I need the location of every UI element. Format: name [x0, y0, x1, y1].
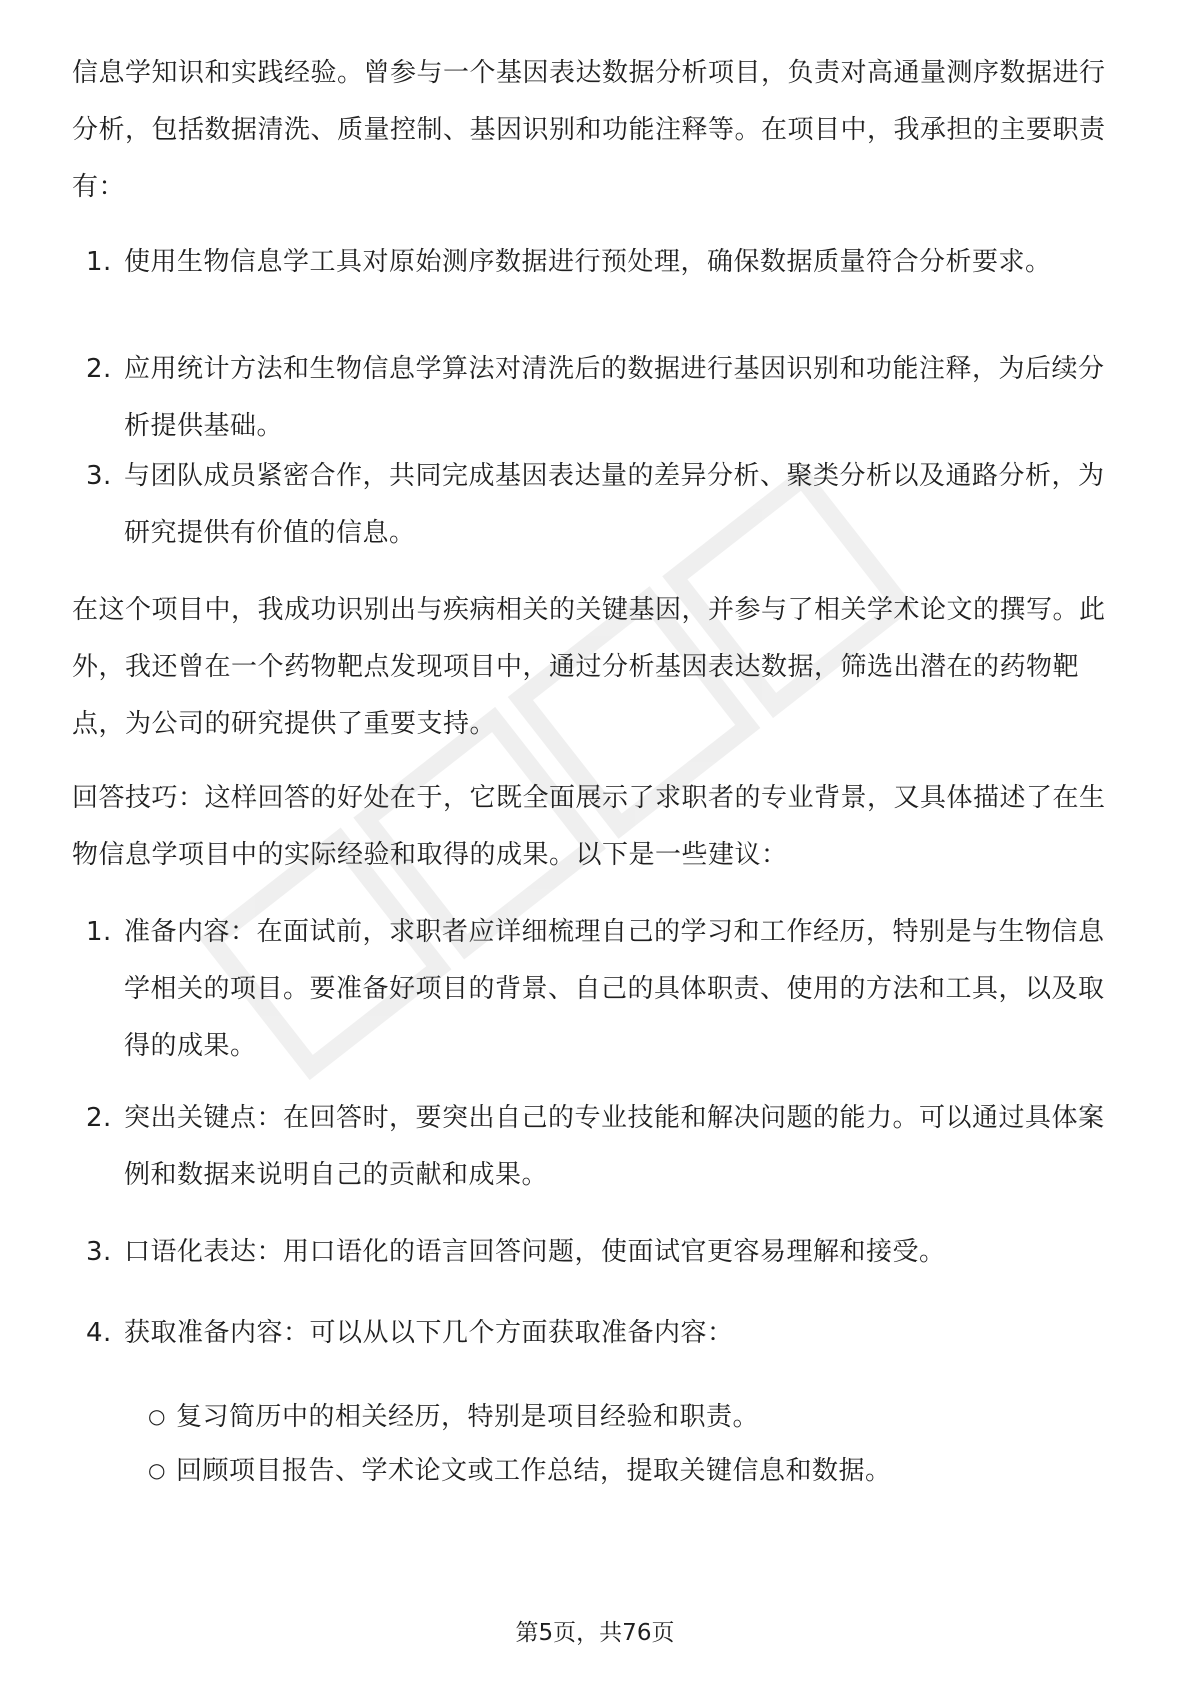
bullet-item — [148, 1388, 1108, 1446]
list-number: 3. — [86, 461, 112, 491]
list-number: 1. — [86, 247, 112, 277]
list-text: 准备内容：在面试前，求职者应详细梳理自己的学习和工作经历，特别是与生物信息学相关的项目。要准备好项目的背景、自己的具体职责、使用的方法和工具，以及取得的成果。 — [124, 917, 1105, 1061]
list-number: 2. — [86, 1103, 112, 1133]
list-item — [72, 904, 1122, 1075]
list-number: 1. — [86, 917, 112, 947]
bullet-icon: ○ — [148, 1458, 166, 1482]
bullet-text: 回顾项目报告、学术论文或工作总结，提取关键信息和数据。 — [176, 1456, 892, 1486]
bullet-icon: ○ — [148, 1404, 166, 1428]
list-item — [72, 234, 1122, 291]
list-text: 应用统计方法和生物信息学算法对清洗后的数据进行基因识别和功能注释，为后续分析提供基础。 — [124, 354, 1105, 441]
tips-paragraph: 回答技巧：这样回答的好处在于，它既全面展示了求职者的专业背景，又具体描述了在生物信息学项目中的实际经验和取得的成果。以下是一些建议： — [72, 783, 1106, 870]
bullet-text: 复习简历中的相关经历，特别是项目经验和职责。 — [176, 1402, 760, 1432]
list-item — [72, 448, 1122, 562]
list-item — [72, 1305, 1122, 1362]
list-item — [72, 1090, 1122, 1204]
list-text: 口语化表达：用口语化的语言回答问题，使面试官更容易理解和接受。 — [124, 1237, 946, 1267]
list-text: 突出关键点：在回答时，要突出自己的专业技能和解决问题的能力。可以通过具体案例和数据来说明自己的贡献和成果。 — [124, 1103, 1105, 1190]
list-text: 使用生物信息学工具对原始测序数据进行预处理，确保数据质量符合分析要求。 — [124, 247, 1052, 277]
list-number: 2. — [86, 354, 112, 384]
result-paragraph: 在这个项目中，我成功识别出与疾病相关的关键基因，并参与了相关学术论文的撰写。此外，我还曾在一个药物靶点发现项目中，通过分析基因表达数据，筛选出潜在的药物靶点，为公司的研究提供了重要支持。 — [72, 595, 1106, 739]
list-item — [72, 341, 1122, 455]
list-number: 3. — [86, 1237, 112, 1267]
list-text: 获取准备内容：可以从以下几个方面获取准备内容： — [124, 1318, 734, 1348]
intro-paragraph: 信息学知识和实践经验。曾参与一个基因表达数据分析项目，负责对高通量测序数据进行分析，包括数据清洗、质量控制、基因识别和功能注释等。在项目中，我承担的主要职责有： — [72, 58, 1106, 202]
bullet-item — [148, 1442, 1108, 1500]
list-text: 与团队成员紧密合作，共同完成基因表达量的差异分析、聚类分析以及通路分析，为研究提供有价值的信息。 — [124, 461, 1105, 548]
list-item — [72, 1224, 1122, 1281]
list-number: 4. — [86, 1318, 112, 1348]
page-footer: 第5页，共76页 — [515, 1620, 675, 1646]
